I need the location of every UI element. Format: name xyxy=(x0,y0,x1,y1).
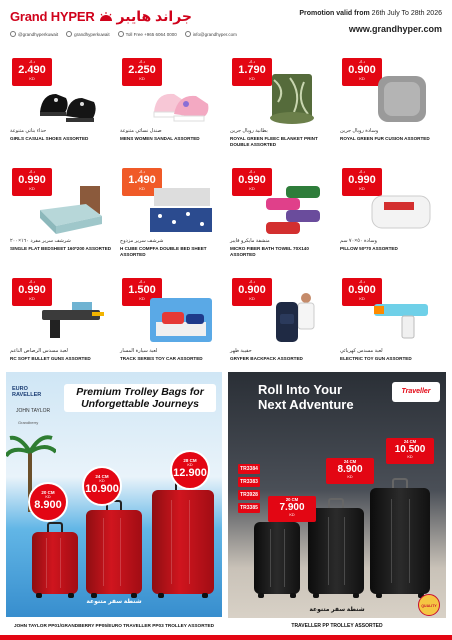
product-card[interactable] xyxy=(116,50,224,150)
red-trolley-large xyxy=(152,490,214,594)
black-trolley-medium xyxy=(308,508,364,594)
contact-facebook[interactable] xyxy=(66,31,110,37)
contact-instagram[interactable] xyxy=(10,31,58,37)
product-card[interactable] xyxy=(226,50,334,150)
price-badge: د.ك 0.990 KD xyxy=(342,168,382,196)
product-name: ELECTRIC TOY GUN ASSORTED xyxy=(340,356,412,361)
product-name-arabic: لعبة سيارة المسار xyxy=(120,348,158,354)
product-card[interactable] xyxy=(116,270,224,370)
contact-bar xyxy=(10,31,237,37)
phone-icon xyxy=(118,31,124,37)
footer-stripe xyxy=(0,635,452,640)
product-name: RC SOFT BULLET GUNS ASSORTED xyxy=(10,356,91,361)
toy-car-track-image xyxy=(146,292,216,348)
single-bedsheet-image xyxy=(36,182,106,238)
contact-text: @grandhyperkuwait xyxy=(18,31,59,37)
product-card[interactable] xyxy=(226,160,334,260)
product-name: MENS WOMEN SANDAL ASSORTED xyxy=(120,136,200,141)
pillow-image xyxy=(366,182,436,238)
price-badge: د.ك 1.500 KD xyxy=(122,278,162,306)
price-badge: د.ك 0.900 KD xyxy=(342,278,382,306)
price-badge: د.ك 1.790 KD xyxy=(232,58,272,86)
price-badge: د.ك 2.250 KD xyxy=(122,58,162,86)
product-name: ROYAL GREEN FLEEC BLANKET PRINT DOUBLE ASSORTED xyxy=(230,136,318,147)
grand-hyper-logo[interactable] xyxy=(10,8,192,25)
product-name: H CUBE COMPFA DOUBLE BED SHEET ASSORTED xyxy=(120,246,207,257)
product-card[interactable] xyxy=(226,270,334,370)
product-name-arabic: بطانية رويال جرين xyxy=(230,128,268,134)
banner-caption: JOHN TAYLOR PP01/GRANDBERRY PP05/EURO TRAVELLER PP03 TROLLEY ASSORTED xyxy=(6,617,222,634)
model-code: TR3384 xyxy=(238,464,260,474)
contact-text: grandhyperkuwait xyxy=(74,31,110,37)
product-name-arabic: شرشف سرير مفرد ١٦٠×٢٠٠ xyxy=(10,238,71,244)
price-badge: د.ك 1.490 KD xyxy=(122,168,162,196)
price-badge: د.ك 0.900 KD xyxy=(232,278,272,306)
header xyxy=(0,0,452,48)
product-grid xyxy=(6,50,446,370)
price-badge: د.ك 0.990 KD xyxy=(12,278,52,306)
promo-dates: 26th July To 28th 2026 xyxy=(371,10,442,17)
product-name: GIRLS CASUAL SHOES ASSORTED xyxy=(10,136,89,141)
john-taylor-brand: JOHN TAYLOR xyxy=(16,408,51,414)
black-trolley-large xyxy=(370,488,430,594)
logo-text: Grand HYPER xyxy=(10,9,95,24)
product-name-arabic: حذاء بناتي متنوعة xyxy=(10,128,47,134)
soft-bullet-gun-image xyxy=(36,292,106,348)
product-name-arabic: صندل نسائي متنوعة xyxy=(120,128,162,134)
price-circle-24cm: 24 CM KD 10.900 xyxy=(82,466,122,506)
red-trolley-medium xyxy=(86,510,142,594)
product-card[interactable] xyxy=(6,160,114,260)
instagram-icon xyxy=(10,31,16,37)
product-card[interactable] xyxy=(336,50,444,150)
product-name: PILLOW 50*70 ASSORTED xyxy=(340,246,398,251)
product-card[interactable] xyxy=(336,270,444,370)
red-trolley-small xyxy=(32,532,78,594)
backpack-image xyxy=(256,292,326,348)
product-name-arabic: وسادة رويال جرين xyxy=(340,128,379,134)
price-circle-28cm: 28 CM KD 12.900 xyxy=(170,450,210,490)
model-code: TR3928 xyxy=(238,490,260,500)
product-name-arabic: شرشف سرير مزدوج xyxy=(120,238,164,244)
trolley-banner-traveller[interactable] xyxy=(228,372,446,634)
price-badge: د.ك 0.990 KD xyxy=(232,168,272,196)
product-name-arabic: منشفة مايكرو فايبر xyxy=(230,238,270,244)
facebook-icon xyxy=(66,31,72,37)
contact-phone[interactable] xyxy=(118,31,177,37)
price-badge: د.ك 2.490 KD xyxy=(12,58,52,86)
sun-icon xyxy=(99,12,113,22)
price-badge: د.ك 0.990 KD xyxy=(12,168,52,196)
black-trolley-small xyxy=(254,522,300,594)
product-name-arabic: حقيبة ظهر xyxy=(230,348,252,354)
product-card[interactable] xyxy=(116,160,224,260)
product-name: ROYAL GREEN FUR CUSION ASSORTED xyxy=(340,136,430,141)
price-tag-24cm: 24 CM 8.900 KD xyxy=(326,458,374,484)
model-code: TR3385 xyxy=(238,503,260,513)
banner-title-line2: Next Adventure xyxy=(258,397,354,412)
promotion-validity xyxy=(299,10,442,17)
trolley-banner-premium[interactable] xyxy=(6,372,222,634)
girls-shoes-image xyxy=(36,72,106,128)
banner-caption: TRAVELLER PP TROLLEY ASSORTED xyxy=(228,618,446,634)
fur-cushion-image xyxy=(366,72,436,128)
product-card[interactable] xyxy=(6,50,114,150)
sandal-image xyxy=(146,72,216,128)
product-card[interactable] xyxy=(336,160,444,260)
banner-title-line2: Unforgettable Journeys xyxy=(81,398,199,410)
grandberry-brand: Grandberry xyxy=(18,420,39,425)
product-name: TRACK SERIES TOY CAR ASSORTED xyxy=(120,356,203,361)
traveller-logo: Traveller xyxy=(392,382,440,402)
banner-title xyxy=(258,382,354,412)
logo-arabic-text: جراند هايبر xyxy=(116,8,192,24)
product-name-arabic: لعبة مسدس الرصاص الناعم xyxy=(10,348,68,354)
banner-caption-arabic: شنطة سفر متنوعة xyxy=(86,599,142,605)
product-name: GRYFER BACKPACK ASSORTED xyxy=(230,356,303,361)
euro-traveller-brand: EURO RAVELLER xyxy=(12,386,42,398)
contact-email[interactable] xyxy=(185,31,237,37)
website-link[interactable]: www.grandhyper.com xyxy=(348,24,442,34)
towel-image xyxy=(256,182,326,238)
model-codes xyxy=(238,464,260,516)
product-card[interactable] xyxy=(6,270,114,370)
product-name-arabic: وسادة ٥٠×٧٠ سم xyxy=(340,238,377,244)
model-code: TR3383 xyxy=(238,477,260,487)
blanket-image xyxy=(256,72,326,128)
quality-seal-icon: QUALITY xyxy=(418,594,440,616)
contact-text: info@grandhyper.com xyxy=(192,31,237,37)
banner-title-line1: Premium Trolley Bags for xyxy=(76,386,204,398)
electric-toy-gun-image xyxy=(366,292,436,348)
product-name: MICRO FIBER BATH TOWEL 70X140 ASSORTED xyxy=(230,246,309,257)
price-tag-large: 24 CM 10.500 KD xyxy=(386,438,434,464)
banner-title-line1: Roll Into Your xyxy=(258,382,343,397)
price-tag-20cm: 20 CM 7.900 KD xyxy=(268,496,316,522)
product-name-arabic: لعبة مسدس كهربائي xyxy=(340,348,383,354)
product-name: SINGLE FLAT BEDSHEET 160*200 ASSORTED xyxy=(10,246,112,251)
banner-title xyxy=(64,384,216,412)
banner-caption-arabic: شنطة سفر متنوعة xyxy=(309,607,365,613)
double-bedsheet-image xyxy=(146,182,216,238)
price-circle-20cm: 20 CM KD 8.900 xyxy=(28,482,68,522)
contact-text: Toll Free +965 6064 0000 xyxy=(125,31,177,37)
promo-label: Promotion valid from xyxy=(299,10,370,17)
price-badge: د.ك 0.900 KD xyxy=(342,58,382,86)
email-icon xyxy=(185,31,191,37)
